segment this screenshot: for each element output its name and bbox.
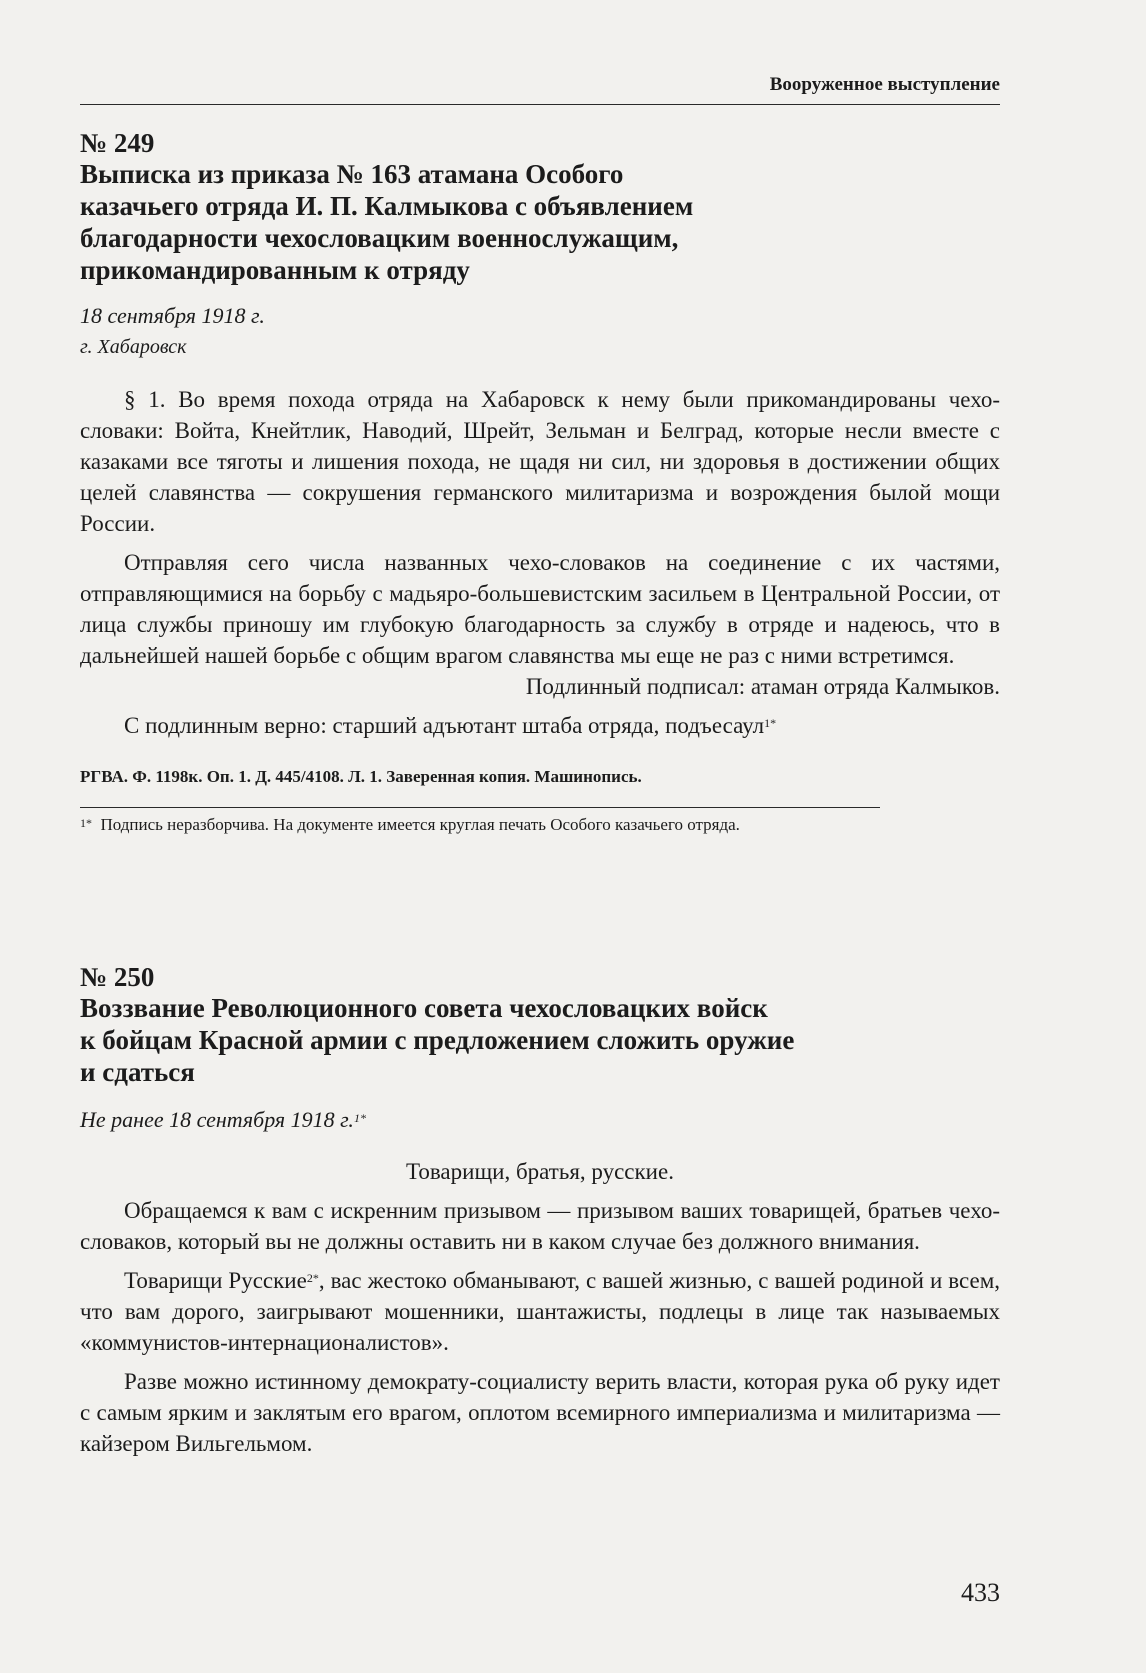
- doc-title-line: благодарности чехословацким военнослужащим,: [80, 223, 679, 253]
- certification-text: С подлинным верно: старший адъютант штаба отряда, подъесаул: [124, 713, 765, 738]
- doc-place: г. Хабаровск: [80, 336, 187, 358]
- document-250: [80, 962, 1000, 1459]
- footnote-rule: [80, 807, 880, 808]
- paragraph: [80, 1265, 1000, 1358]
- paragraph: Отправляя сего числа названных чехо-словаков на соединение с их частями, отправляющимися на борьбу с мадьяро-большевистским засильем в Центральной России, от лица службы приношу им глубокую благодарность за службу в отряде и надеюсь, что в дальнейшей нашей борьбе с общим врагом славянства мы еще не раз с ними встретимся.: [80, 550, 1000, 668]
- certification-line: [80, 710, 1000, 741]
- doc-title-line: Выписка из приказа № 163 атамана Особого: [80, 159, 624, 189]
- doc-number: № 249: [80, 128, 155, 158]
- footnote-ref: 2*: [306, 1271, 319, 1285]
- doc-title-line: прикомандированным к отряду: [80, 255, 470, 285]
- doc-title-line: казачьего отряда И. П. Калмыкова с объявлением: [80, 191, 694, 221]
- doc-date-text: Не ранее 18 сентября 1918 г.: [80, 1107, 354, 1132]
- doc-title-line: Воззвание Революционного совета чехословацких войск: [80, 993, 768, 1023]
- page-number: 433: [961, 1578, 1000, 1607]
- footnote-text: Подпись неразборчива. На документе имеется круглая печать Особого казачьего отряда.: [100, 815, 740, 834]
- doc-title: [80, 158, 1000, 286]
- doc-date: [80, 1104, 1000, 1136]
- running-head: Вооруженное выступление: [769, 74, 1000, 95]
- footnote: [80, 814, 1000, 836]
- footnote-mark: 1*: [80, 816, 92, 830]
- doc-date: 18 сентября 1918 г.: [80, 303, 265, 328]
- paragraph-start: Товарищи Русские: [124, 1268, 307, 1293]
- salutation: Товарищи, братья, русские.: [406, 1159, 674, 1184]
- paragraph: Обращаемся к вам с искренним призывом — призывом ваших товарищей, братьев чехо-словаков, который вы не должны оставить ни в каком случае без должного внимания.: [80, 1198, 1000, 1254]
- footnote-ref: 1*: [353, 1111, 366, 1125]
- footnote-ref: 1*: [764, 716, 777, 730]
- signature-line: Подлинный подписал: атаман отряда Калмыков.: [525, 674, 1000, 699]
- doc-title: [80, 992, 1000, 1088]
- document-249: [80, 128, 1000, 836]
- paragraph: Разве можно истинному демократу-социалисту верить власти, которая рука об руку идет с самым ярким и заклятым его врагом, оплотом всемирного империализма и милитаризма — кайзером Вильгельмом.: [80, 1369, 1000, 1456]
- paragraph-rest: , вас жестоко обманывают, с вашей жизнью, с вашей родиной и всем, что вам дорого, заигрывают мошенники, шантажисты, подлецы в лице так называемых «коммунистов-интернационалистов».: [80, 1268, 1000, 1355]
- archive-reference: РГВА. Ф. 1198к. Оп. 1. Д. 445/4108. Л. 1. Заверенная копия. Машинопись.: [80, 767, 642, 786]
- header-rule: [80, 104, 1000, 105]
- doc-title-line: к бойцам Красной армии с предложением сложить оружие: [80, 1025, 795, 1055]
- doc-number: № 250: [80, 962, 155, 992]
- doc-title-line: и сдаться: [80, 1057, 195, 1087]
- paragraph: § 1. Во время похода отряда на Хабаровск к нему были прикомандированы чехо-словаки: Войта, Кнейтлик, Наводий, Шрейт, Зельман и Белград, которые несли вместе с казаками все тяготы и лишения похода, не щадя ни сил, ни здоровья в достижении общих целей славянства — сокрушения германского милитаризма и возрождения былой мощи России.: [80, 387, 1000, 536]
